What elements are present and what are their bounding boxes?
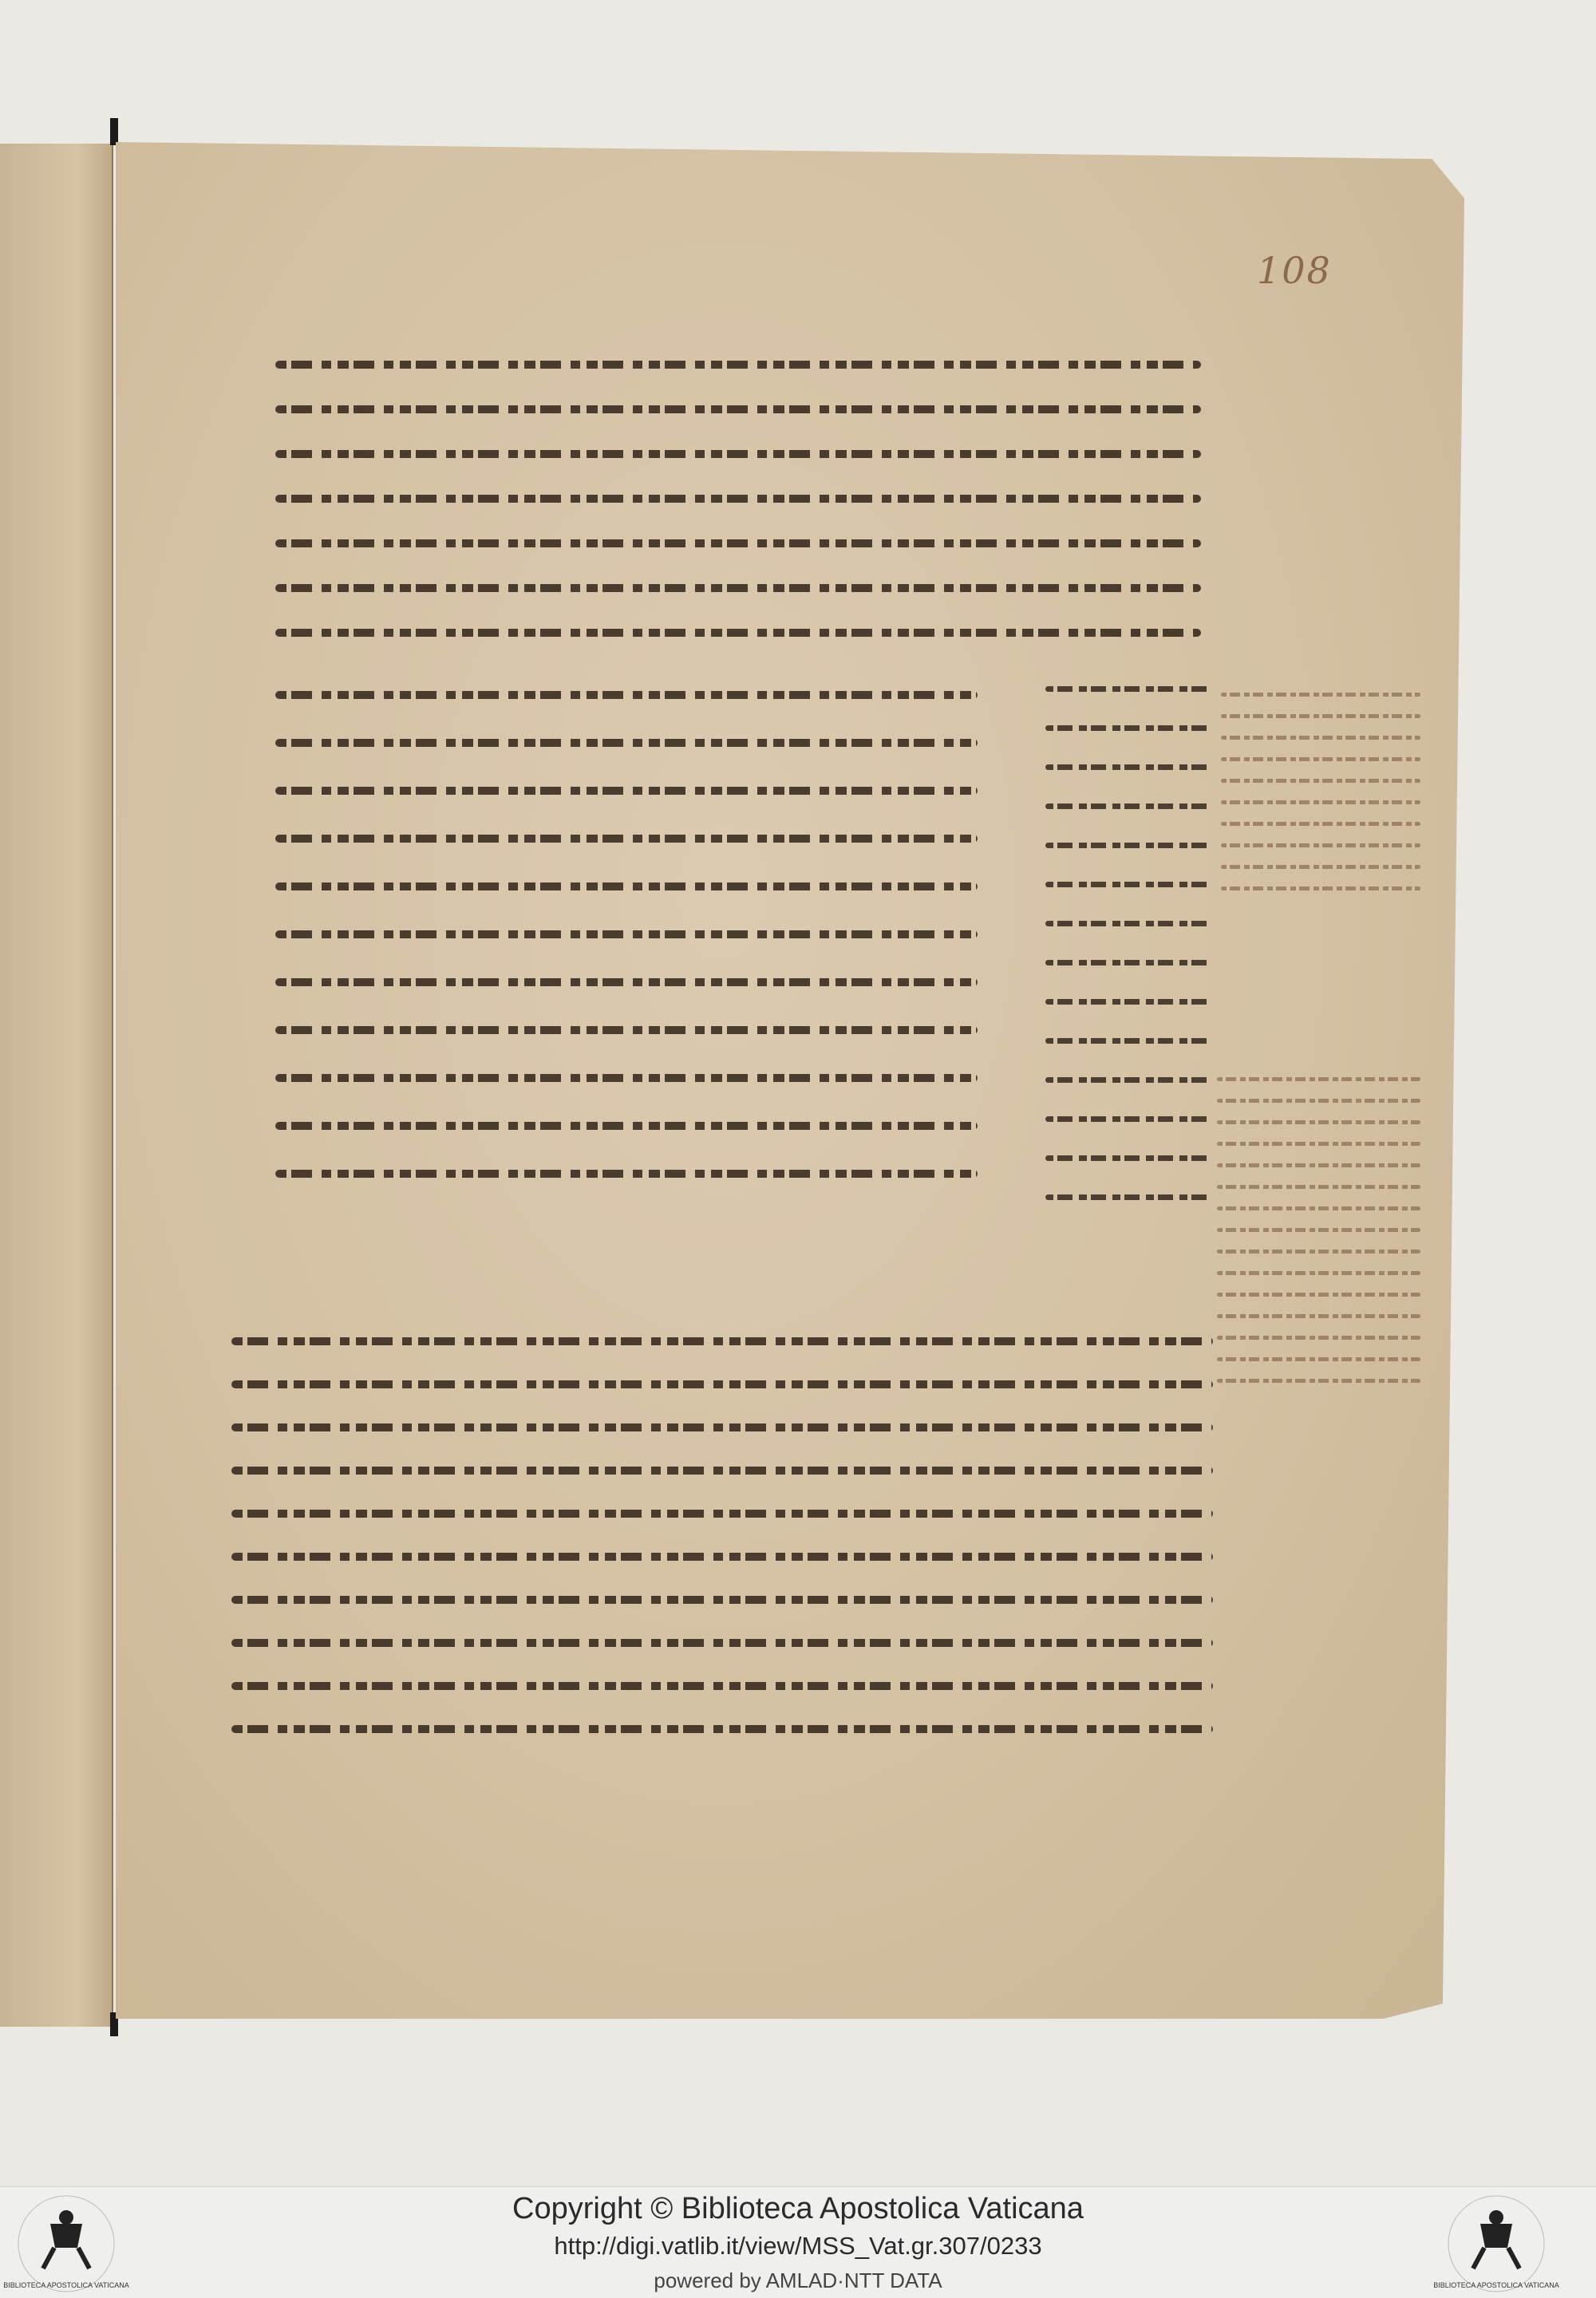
marginal-notes-upper [1221,693,1420,908]
main-text-block-1 [275,361,1201,673]
manuscript-line [231,1467,1213,1475]
manuscript-line [275,1026,978,1034]
main-text-block-2 [275,691,978,1218]
scholion-line [1045,1038,1213,1044]
marginal-note-line [1221,779,1420,783]
scholion-line [1045,1155,1213,1161]
manuscript-line [275,629,1201,637]
previous-page-edge [0,144,113,2027]
scholion-line [1045,999,1213,1005]
manuscript-line [275,882,978,890]
marginal-note-line [1217,1379,1420,1383]
manuscript-line [231,1553,1213,1561]
marginal-note-line [1217,1163,1420,1167]
marginal-notes-lower [1217,1077,1420,1400]
marginal-note-line [1217,1357,1420,1361]
manuscript-line [231,1682,1213,1690]
manuscript-line [231,1639,1213,1647]
manuscript-line [275,539,1201,547]
marginal-note-line [1217,1185,1420,1189]
manuscript-line [275,691,978,699]
binding-mark-top [110,118,118,145]
marginal-note-line [1217,1228,1420,1232]
scholion-line [1045,960,1213,965]
scholia-column [1045,686,1213,1234]
manuscript-line [275,1074,978,1082]
scholion-line [1045,804,1213,809]
viewer-footer [0,2186,1596,2298]
manuscript-line [231,1423,1213,1431]
marginal-note-line [1217,1250,1420,1254]
copyright-text: Copyright © Biblioteca Apostolica Vaticana [512,2192,1084,2225]
marginal-note-line [1221,822,1420,826]
marginal-note-line [1217,1206,1420,1210]
marginal-note-line [1217,1336,1420,1340]
manuscript-line [275,1170,978,1178]
manuscript-line [231,1337,1213,1345]
folio-number: 108 [1257,249,1332,292]
marginal-note-line [1221,800,1420,804]
marginal-note-line [1221,843,1420,847]
manuscript-line [275,1122,978,1130]
marginal-note-line [1221,693,1420,697]
scholion-line [1045,921,1213,926]
manuscript-line [275,495,1201,503]
marginal-note-line [1221,736,1420,740]
marginal-note-line [1217,1142,1420,1146]
manuscript-line [275,739,978,747]
source-url[interactable]: http://digi.vatlib.it/view/MSS_Vat.gr.307/0233 [554,2232,1042,2260]
scholion-line [1045,1194,1213,1200]
manuscript-line [275,584,1201,592]
scholion-line [1045,764,1213,770]
marginal-note-line [1221,714,1420,718]
manuscript-line [231,1510,1213,1518]
scholion-line [1045,1077,1213,1083]
manuscript-line [275,450,1201,458]
scholion-line [1045,843,1213,848]
manuscript-line [275,787,978,795]
manuscript-line [275,978,978,986]
svg-text:BIBLIOTECA APOSTOLICA VATICANA: BIBLIOTECA APOSTOLICA VATICANA [1433,2281,1559,2289]
manuscript-line [275,405,1201,413]
svg-text:BIBLIOTECA APOSTOLICA VATICANA: BIBLIOTECA APOSTOLICA VATICANA [3,2281,129,2289]
manuscript-line [275,835,978,843]
marginal-note-line [1221,757,1420,761]
marginal-note-line [1217,1271,1420,1275]
vatican-library-logo-right [1433,2192,1559,2296]
main-text-block-3 [231,1337,1213,1768]
scholion-line [1045,686,1213,692]
marginal-note-line [1217,1293,1420,1297]
scholion-line [1045,882,1213,887]
marginal-note-line [1221,865,1420,869]
manuscript-line [231,1725,1213,1733]
manuscript-line [231,1596,1213,1604]
powered-by-text: powered by AMLAD·NTT DATA [654,2268,942,2292]
marginal-note-line [1221,886,1420,890]
marginal-note-line [1217,1120,1420,1124]
manuscript-line [275,361,1201,369]
manuscript-line [275,930,978,938]
marginal-note-line [1217,1099,1420,1103]
scholion-line [1045,725,1213,731]
scholion-line [1045,1116,1213,1122]
manuscript-line [231,1380,1213,1388]
marginal-note-line [1217,1077,1420,1081]
marginal-note-line [1217,1314,1420,1318]
